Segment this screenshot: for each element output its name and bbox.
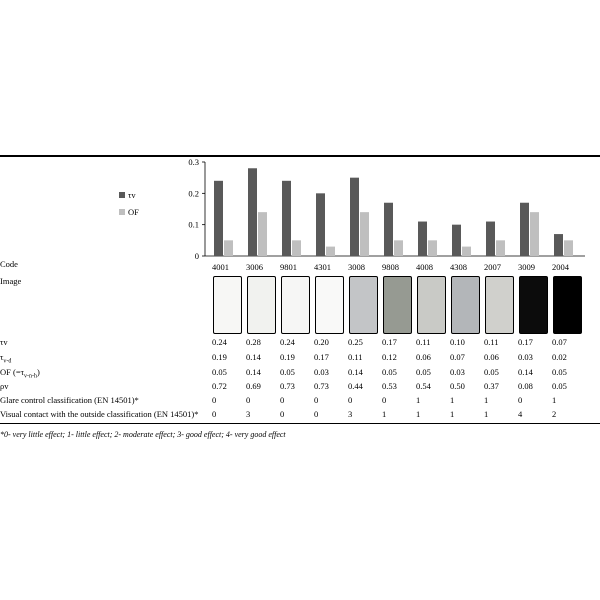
- table-cell: 0.03: [518, 352, 533, 362]
- fabric-sample-swatch: [553, 276, 582, 334]
- fabric-sample-swatch: [349, 276, 378, 334]
- table-cell: 1: [416, 409, 421, 419]
- legend-label: τv: [128, 190, 136, 200]
- table-cell: 0.54: [416, 381, 431, 391]
- bar-tv-3006: [248, 168, 257, 256]
- table-cell: 0.24: [280, 337, 295, 347]
- code-row-label: Code: [0, 259, 18, 269]
- footnote: *0- very little effect; 1- little effect; 2- moderate effect; 3- good effect; 4- very good effect: [0, 430, 286, 439]
- table-cell: 4: [518, 409, 523, 419]
- y-tick-label: 0.2: [188, 188, 199, 199]
- legend-swatch: [119, 192, 125, 198]
- table-cell: 0.14: [518, 367, 533, 377]
- table-cell: 0.02: [552, 352, 567, 362]
- table-cell: 0.25: [348, 337, 363, 347]
- table-cell: 0.37: [484, 381, 499, 391]
- bar-tv-3008: [350, 178, 359, 256]
- table-cell: 3: [246, 409, 251, 419]
- table-cell: 0.07: [450, 352, 465, 362]
- code-cell: 4301: [314, 262, 331, 272]
- table-cell: 0: [280, 395, 285, 405]
- table-cell: 0: [348, 395, 353, 405]
- table-cell: 0.24: [212, 337, 227, 347]
- legend-label: OF: [128, 207, 139, 217]
- table-cell: 1: [450, 409, 455, 419]
- table-cell: 0.14: [246, 352, 261, 362]
- bar-chart: [0, 156, 600, 262]
- table-cell: 1: [484, 409, 489, 419]
- table-cell: 0.14: [348, 367, 363, 377]
- table-cell: 1: [416, 395, 421, 405]
- bar-of-4008: [428, 240, 437, 256]
- table-cell: 0.19: [212, 352, 227, 362]
- table-cell: 0.08: [518, 381, 533, 391]
- table-cell: 0.03: [314, 367, 329, 377]
- table-cell: 0.11: [484, 337, 499, 347]
- table-cell: 0.73: [314, 381, 329, 391]
- table-cell: 0: [518, 395, 523, 405]
- table-cell: 0.17: [314, 352, 329, 362]
- bar-tv-4308: [452, 225, 461, 256]
- bar-of-4308: [462, 247, 471, 256]
- bar-tv-4008: [418, 222, 427, 256]
- table-cell: 0: [314, 409, 319, 419]
- bar-of-3006: [258, 212, 267, 256]
- table-row-label: Glare control classification (EN 14501)*: [0, 395, 139, 405]
- fabric-sample-swatch: [281, 276, 310, 334]
- table-cell: 0.06: [484, 352, 499, 362]
- bar-tv-4001: [214, 181, 223, 256]
- table-cell: 0: [280, 409, 285, 419]
- table-cell: 0.05: [416, 367, 431, 377]
- table-cell: 0.53: [382, 381, 397, 391]
- y-tick-label: 0: [194, 251, 199, 261]
- table-cell: 1: [552, 395, 557, 405]
- y-tick-label: 0.1: [188, 219, 199, 230]
- y-tick-label: 0.3: [188, 157, 199, 167]
- code-cell: 2004: [552, 262, 569, 272]
- table-cell: 0.28: [246, 337, 261, 347]
- bar-tv-3009: [520, 203, 529, 256]
- code-cell: 3008: [348, 262, 365, 272]
- table-cell: 0.10: [450, 337, 465, 347]
- table-cell: 0: [212, 409, 217, 419]
- fabric-sample-swatch: [485, 276, 514, 334]
- bar-tv-2004: [554, 234, 563, 256]
- bar-of-3009: [530, 212, 539, 256]
- legend-swatch: [119, 209, 125, 215]
- fabric-sample-swatch: [383, 276, 412, 334]
- table-cell: 0.05: [552, 381, 567, 391]
- table-cell: 0.06: [416, 352, 431, 362]
- table-cell: 0.44: [348, 381, 363, 391]
- table-cell: 0.17: [518, 337, 533, 347]
- bar-of-2007: [496, 240, 505, 256]
- table-cell: 0: [314, 395, 319, 405]
- table-row-label: $\tau_{v-d}$: [0, 352, 12, 365]
- fabric-sample-swatch: [519, 276, 548, 334]
- table-cell: 0: [382, 395, 387, 405]
- table-cell: 0.03: [450, 367, 465, 377]
- bar-of-9801: [292, 240, 301, 256]
- code-cell: 4008: [416, 262, 433, 272]
- table-cell: 0.72: [212, 381, 227, 391]
- code-cell: 2007: [484, 262, 501, 272]
- table-cell: 0: [246, 395, 251, 405]
- table-row-label: OF $(=\tau_{v-n-h})$: [0, 367, 40, 380]
- table-cell: 0: [212, 395, 217, 405]
- table-cell: 1: [382, 409, 387, 419]
- fabric-sample-swatch: [315, 276, 344, 334]
- bar-tv-9808: [384, 203, 393, 256]
- table-cell: 0.73: [280, 381, 295, 391]
- code-cell: 9808: [382, 262, 399, 272]
- table-cell: 0.05: [484, 367, 499, 377]
- fabric-sample-swatch: [451, 276, 480, 334]
- table-cell: 0.12: [382, 352, 397, 362]
- table-row-label: ρv: [0, 381, 9, 391]
- fabric-sample-swatch: [213, 276, 242, 334]
- table-cell: 0.11: [416, 337, 431, 347]
- bar-of-9808: [394, 240, 403, 256]
- table-cell: 0.17: [382, 337, 397, 347]
- table-row-label: τv: [0, 337, 8, 347]
- bar-of-4301: [326, 247, 335, 256]
- bar-tv-4301: [316, 193, 325, 256]
- table-cell: 1: [450, 395, 455, 405]
- table-cell: 0.11: [348, 352, 363, 362]
- table-row-label: Visual contact with the outside classification (EN 14501)*: [0, 409, 199, 419]
- code-cell: 9801: [280, 262, 297, 272]
- bar-of-3008: [360, 212, 369, 256]
- table-cell: 0.07: [552, 337, 567, 347]
- fabric-sample-swatch: [247, 276, 276, 334]
- table-cell: 0.05: [212, 367, 227, 377]
- code-cell: 3009: [518, 262, 535, 272]
- code-cell: 3006: [246, 262, 263, 272]
- table-cell: 0.14: [246, 367, 261, 377]
- table-bottom-rule: [0, 423, 600, 424]
- table-cell: 2: [552, 409, 557, 419]
- bar-tv-9801: [282, 181, 291, 256]
- table-cell: 0.69: [246, 381, 261, 391]
- table-cell: 0.19: [280, 352, 295, 362]
- fabric-sample-swatch: [417, 276, 446, 334]
- table-cell: 1: [484, 395, 489, 405]
- code-cell: 4308: [450, 262, 467, 272]
- bar-of-4001: [224, 240, 233, 256]
- image-row-label: Image: [0, 276, 22, 286]
- table-cell: 0.20: [314, 337, 329, 347]
- table-cell: 0.05: [382, 367, 397, 377]
- bar-tv-2007: [486, 222, 495, 256]
- code-cell: 4001: [212, 262, 229, 272]
- table-cell: 3: [348, 409, 353, 419]
- table-cell: 0.05: [280, 367, 295, 377]
- table-cell: 0.05: [552, 367, 567, 377]
- bar-of-2004: [564, 240, 573, 256]
- table-cell: 0.50: [450, 381, 465, 391]
